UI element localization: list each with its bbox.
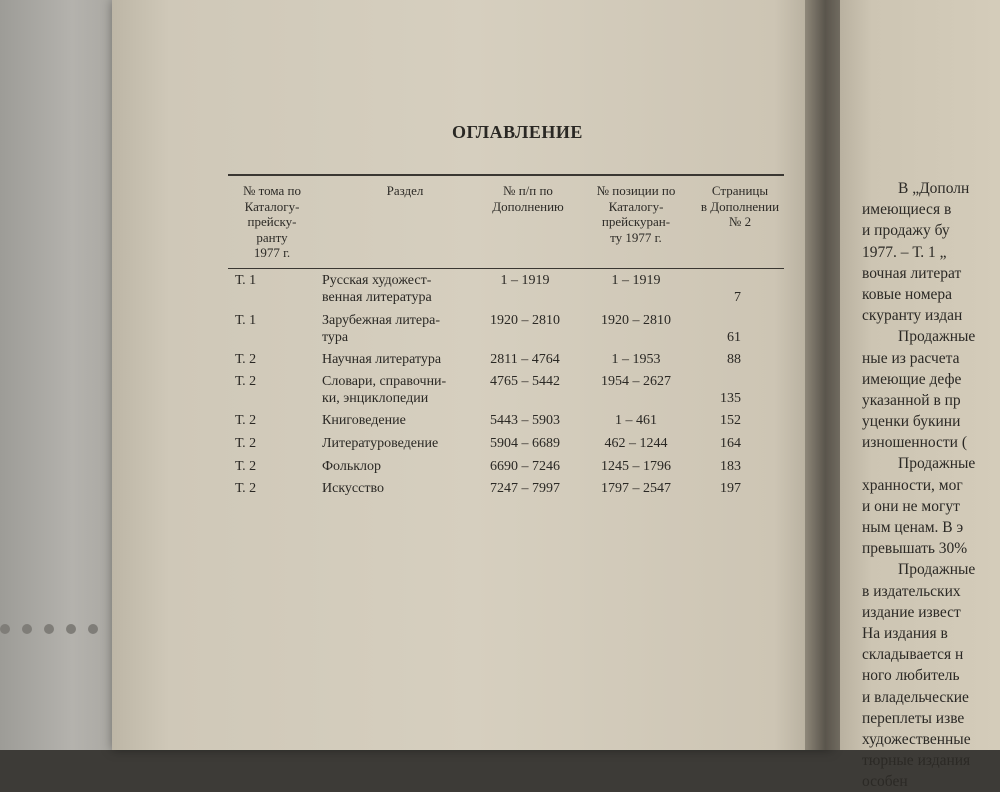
header-volume: [228, 183, 316, 261]
right-page-line: ные из расчета: [862, 349, 960, 367]
header-line: 1977 г.: [253, 245, 291, 260]
hole: [22, 624, 32, 634]
right-page-line: имеющиеся в: [862, 201, 952, 219]
header-line: Дополнению: [492, 198, 564, 214]
header-line: Страницы: [711, 183, 769, 198]
right-page-line: вочная литерат: [862, 264, 962, 282]
row-pp-range: 6690 – 7246: [490, 459, 560, 474]
row-pp-range: 2811 – 4764: [490, 352, 560, 367]
right-page-line: В „Дополн: [898, 180, 970, 197]
hole: [88, 624, 98, 634]
header-line: в Дополнении: [700, 198, 780, 214]
table-top-rule: [228, 174, 784, 176]
header-line: № позиции по: [596, 183, 676, 198]
right-page-line: изношенности (: [862, 434, 967, 452]
row-section: Литературоведение: [322, 436, 439, 451]
row-section: Научная литература: [322, 352, 442, 367]
row-pp-range: 1 – 1919: [500, 273, 550, 288]
right-page-line: ного любитель: [862, 667, 960, 685]
right-page-line: 1977. – Т. 1 „: [862, 243, 947, 261]
right-page-line: и они не могут: [862, 497, 960, 515]
right-page-line: указанной в пр: [862, 391, 961, 409]
row-position-range: 1954 – 2627: [601, 374, 671, 389]
right-page-line: скуранту издан: [862, 307, 963, 325]
header-line: Каталогу-: [608, 198, 664, 214]
row-page: 61: [727, 330, 741, 345]
right-page-line: превышать 30%: [862, 540, 968, 558]
table-header-rule: [228, 268, 784, 269]
row-section: венная литература: [322, 290, 432, 305]
row-section: Фольклор: [322, 459, 382, 474]
header-line: Каталогу-: [244, 198, 300, 214]
right-page-line: Продажные: [898, 561, 976, 579]
row-position-range: 462 – 1244: [604, 436, 668, 451]
header-line: прейску-: [247, 214, 297, 229]
row-volume: Т. 1: [235, 273, 257, 288]
row-pp-range: 1920 – 2810: [490, 313, 560, 328]
right-page-line: Продажные: [898, 455, 976, 473]
right-page-line: Продажные: [898, 328, 976, 346]
right-page-line: уценки букини: [862, 413, 961, 431]
header-pages: [690, 183, 790, 230]
right-page-line: ным ценам. В э: [862, 519, 964, 536]
row-page: 197: [720, 481, 741, 496]
header-section: [340, 183, 470, 199]
header-line: № тома по: [242, 183, 302, 198]
row-position-range: 1245 – 1796: [601, 459, 671, 474]
book-page: [112, 0, 832, 750]
right-page-text: [862, 178, 1000, 792]
right-page-line: издание извест: [862, 603, 961, 621]
right-page-line: переплеты изве: [862, 709, 965, 727]
row-volume: Т. 2: [235, 459, 257, 474]
right-page-line: и владельческие: [862, 688, 969, 706]
row-position-range: 1 – 1953: [611, 352, 661, 367]
row-section: Искусство: [322, 481, 384, 496]
row-volume: Т. 1: [235, 313, 257, 328]
perforation-holes: [0, 624, 120, 644]
row-position-range: 1920 – 2810: [601, 313, 671, 328]
header-line: № п/п по: [503, 183, 553, 198]
right-page-line: и продажу бу: [862, 222, 950, 240]
row-pp-range: 5443 – 5903: [490, 413, 560, 428]
header-line: Раздел: [386, 183, 424, 198]
header-line: № 2: [728, 214, 752, 229]
header-pp: [478, 183, 578, 214]
hole: [66, 624, 76, 634]
row-section: Русская художест-: [322, 273, 432, 288]
toc-title: ОГЛАВЛЕНИЕ: [452, 122, 583, 142]
right-page-line: художественные: [862, 730, 971, 748]
row-volume: Т. 2: [235, 374, 257, 389]
right-page-line: складывается н: [862, 646, 964, 664]
right-page-line: в издательских: [862, 582, 961, 600]
header-line: ту 1977 г.: [610, 229, 662, 245]
row-section: Книговедение: [322, 413, 406, 428]
row-section: ки, энциклопедии: [322, 391, 429, 406]
row-page: 7: [734, 290, 741, 305]
right-page-line: хранности, мог: [862, 476, 963, 494]
row-page: 88: [727, 352, 741, 367]
row-section: тура: [322, 330, 349, 345]
row-page: 183: [720, 459, 741, 474]
right-page-line: На издания в: [862, 624, 948, 642]
row-volume: Т. 2: [235, 436, 257, 451]
right-page-line: особен: [862, 773, 908, 791]
row-position-range: 1797 – 2547: [601, 481, 671, 496]
row-volume: Т. 2: [235, 352, 257, 367]
row-section: Зарубежная литера-: [322, 313, 441, 328]
row-volume: Т. 2: [235, 481, 257, 496]
row-position-range: 1 – 461: [615, 413, 657, 428]
header-line: ранту: [256, 229, 288, 245]
row-pp-range: 5904 – 6689: [490, 436, 560, 451]
hole: [0, 624, 10, 634]
header-position: [582, 183, 690, 245]
row-page: 152: [720, 413, 741, 428]
row-page: 135: [720, 391, 741, 406]
right-page-line: имеющие дефе: [862, 370, 962, 388]
header-line: прейскуран-: [601, 214, 671, 229]
row-pp-range: 4765 – 5442: [490, 374, 560, 389]
right-page-line: ковые номера: [862, 285, 953, 303]
hole: [44, 624, 54, 634]
right-page-line: тюрные издания: [862, 752, 971, 770]
row-position-range: 1 – 1919: [611, 273, 661, 288]
row-page: 164: [720, 436, 741, 451]
row-volume: Т. 2: [235, 413, 257, 428]
row-pp-range: 7247 – 7997: [490, 481, 560, 496]
row-section: Словари, справочни-: [322, 374, 447, 389]
